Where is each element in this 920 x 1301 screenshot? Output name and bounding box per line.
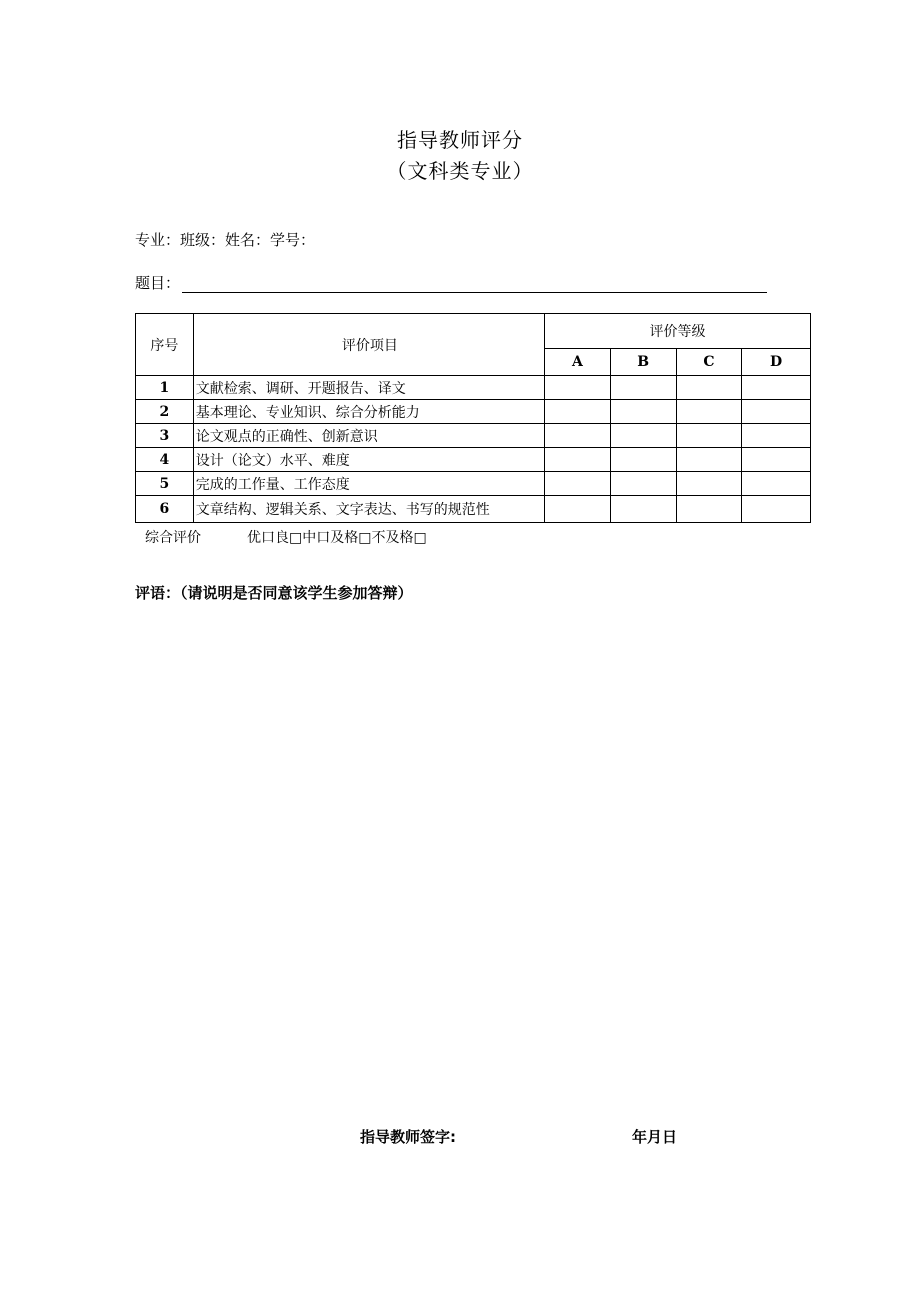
grade-cell[interactable] xyxy=(742,472,811,496)
topic-row xyxy=(135,272,767,293)
row-no: 6 xyxy=(136,496,194,523)
row-item: 基本理论、专业知识、综合分析能力 xyxy=(193,400,544,424)
grade-cell[interactable] xyxy=(610,472,676,496)
grade-cell[interactable] xyxy=(545,376,611,400)
grade-cell[interactable] xyxy=(610,400,676,424)
row-item: 文献检索、调研、开题报告、译文 xyxy=(193,376,544,400)
row-no: 1 xyxy=(136,376,194,400)
topic-underline[interactable] xyxy=(182,276,767,293)
row-no: 2 xyxy=(136,400,194,424)
date-label: 年月日 xyxy=(632,1128,678,1146)
grade-cell[interactable] xyxy=(676,448,742,472)
table-row xyxy=(136,424,811,448)
grade-cell[interactable] xyxy=(676,376,742,400)
table-row xyxy=(136,496,811,523)
table-row xyxy=(136,472,811,496)
page-subtitle: （文科类专业） xyxy=(386,159,534,183)
row-no: 4 xyxy=(136,448,194,472)
grade-cell[interactable] xyxy=(545,472,611,496)
topic-label: 题目： xyxy=(135,274,181,292)
grade-cell[interactable] xyxy=(676,400,742,424)
table-row xyxy=(136,376,811,400)
grade-cell[interactable] xyxy=(610,448,676,472)
overall-evaluation xyxy=(145,527,427,547)
signature-label: 指导教师签字: xyxy=(360,1128,456,1146)
grading-table xyxy=(135,313,811,523)
grade-header-d: D xyxy=(742,349,811,376)
row-item: 设计（论文）水平、难度 xyxy=(193,448,544,472)
grade-cell[interactable] xyxy=(610,376,676,400)
overall-evaluation-options[interactable]: 优口良□中口及格□不及格□ xyxy=(247,530,427,546)
table-row xyxy=(136,400,811,424)
grade-cell[interactable] xyxy=(545,448,611,472)
grade-cell[interactable] xyxy=(742,376,811,400)
grade-header-c: C xyxy=(676,349,742,376)
row-no: 3 xyxy=(136,424,194,448)
row-no: 5 xyxy=(136,472,194,496)
overall-evaluation-label: 综合评价 xyxy=(145,530,201,546)
row-item: 论文观点的正确性、创新意识 xyxy=(193,424,544,448)
grade-cell[interactable] xyxy=(742,496,811,523)
grade-header-a: A xyxy=(545,349,611,376)
grade-cell[interactable] xyxy=(676,472,742,496)
grade-cell[interactable] xyxy=(742,424,811,448)
grade-cell[interactable] xyxy=(742,400,811,424)
header-level: 评价等级 xyxy=(545,314,811,349)
row-item: 完成的工作量、工作态度 xyxy=(193,472,544,496)
row-item: 文章结构、逻辑关系、文字表达、书写的规范性 xyxy=(193,496,544,523)
grade-cell[interactable] xyxy=(545,496,611,523)
page-title: 指导教师评分 xyxy=(397,128,523,152)
comment-label: 评语：（请说明是否同意该学生参加答辩） xyxy=(135,584,413,602)
grade-cell[interactable] xyxy=(610,496,676,523)
grade-cell[interactable] xyxy=(545,400,611,424)
grade-cell[interactable] xyxy=(676,496,742,523)
student-info-line: 专业：班级：姓名：学号： xyxy=(135,231,316,249)
grade-cell[interactable] xyxy=(610,424,676,448)
grade-cell[interactable] xyxy=(545,424,611,448)
header-item: 评价项目 xyxy=(193,314,544,376)
grade-cell[interactable] xyxy=(742,448,811,472)
grade-header-b: B xyxy=(610,349,676,376)
header-no: 序号 xyxy=(136,314,194,376)
grade-cell[interactable] xyxy=(676,424,742,448)
table-row xyxy=(136,448,811,472)
